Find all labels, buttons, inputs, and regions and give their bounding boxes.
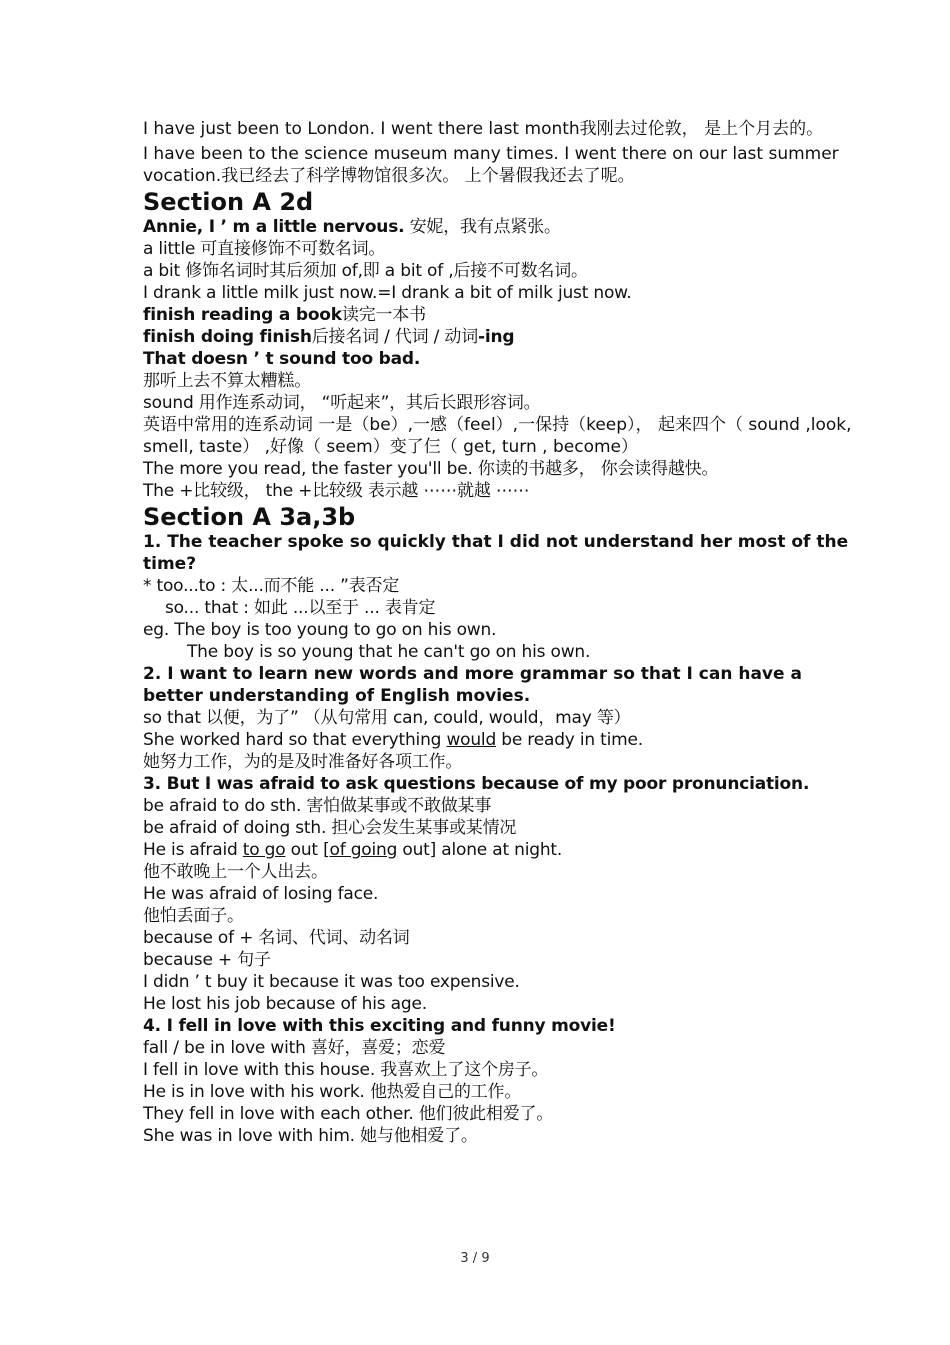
note-a-bit: a bit 修饰名词时其后须加 of,即 a bit of ,后接不可数名词。 <box>143 261 588 281</box>
intro-paragraph-1: I have just been to London. I went there last month我刚去过伦敦， 是上个月去的。 <box>143 119 824 139</box>
finish-doing-ing: -ing <box>478 327 515 347</box>
note-because-of: because of + 名词、代词、动名词 <box>143 928 410 948</box>
example-too-young: eg. The boy is too young to go on his own. <box>143 620 497 640</box>
example-expensive: I didn ’ t buy it because it was too expensive. <box>143 972 520 992</box>
note-too-to: * too...to : 太...而不能 ... ”表否定 <box>143 576 400 596</box>
note-linking-verbs: 英语中常用的连系动词 一是（be）,一感（feel）,一保持（keep）， 起来四个（ sound ,look, smell, taste） ,好像（ seem）变了仨（ get, turn , become） <box>143 415 852 457</box>
afraid-night-mid: out [ <box>285 840 330 860</box>
note-because: because + 句子 <box>143 950 271 970</box>
example-so-young: The boy is so young that he can't go on his own. <box>187 642 591 662</box>
question-1: 1. The teacher spoke so quickly that I did not understand her most of the time? <box>143 532 849 574</box>
note-afraid-of: be afraid of doing sth. 担心会发生某事或某情况 <box>143 818 517 838</box>
note-comparative: The +比较级， the +比较级 表示越 ⋯⋯就越 ⋯⋯ <box>143 481 530 501</box>
finish-reading-cn: 读完一本书 <box>341 305 426 325</box>
example-worked-hard <box>143 729 853 751</box>
example-afraid-night <box>143 839 853 861</box>
example-nervous-cn: 安妮，我有点紧张。 <box>409 217 561 237</box>
note-a-little: a little 可直接修饰不可数名词。 <box>143 239 386 259</box>
afraid-night-of-going: of going <box>329 840 398 860</box>
note-so-that: so... that : 如此 ...以至于 ... 表肯定 <box>165 598 436 618</box>
worked-hard-post: be ready in time. <box>496 730 643 750</box>
page-number: 3 / 9 <box>460 1251 490 1266</box>
section-heading-3a3b: Section A 3a,3b <box>143 503 356 531</box>
example-lost-job: He lost his job because of his age. <box>143 994 427 1014</box>
question-2: 2. I want to learn new words and more grammar so that I can have a better understanding of English movies. <box>143 664 802 706</box>
example-work: He is in love with his work. 他热爱自己的工作。 <box>143 1082 522 1102</box>
example-house: I fell in love with this house. 我喜欢上了这个房子。 <box>143 1060 549 1080</box>
afraid-night-pre: He is afraid <box>143 840 243 860</box>
worked-hard-pre: She worked hard so that everything <box>143 730 447 750</box>
example-losing-face: He was afraid of losing face. <box>143 884 379 904</box>
example-milk: I drank a little milk just now.=I drank a bit of milk just now. <box>143 283 632 303</box>
example-the-more: The more you read, the faster you'll be. 你读的书越多， 你会读得越快。 <box>143 459 719 479</box>
finish-doing-en: finish doing finish <box>143 327 312 347</box>
note-finish-doing <box>143 326 853 348</box>
example-sound-bad: That doesn ’ t sound too bad. <box>143 349 421 369</box>
worked-hard-would: would <box>446 730 497 750</box>
example-finish-reading <box>143 304 853 326</box>
example-sound-bad-cn: 那听上去不算太糟糕。 <box>143 371 311 391</box>
afraid-night-to-go: to go <box>242 840 286 860</box>
example-worked-hard-cn: 她努力工作，为的是及时准备好各项工作。 <box>143 752 463 772</box>
example-afraid-night-cn: 他不敢晚上一个人出去。 <box>143 862 328 882</box>
example-nervous <box>143 216 853 238</box>
document-page <box>143 118 853 1147</box>
note-so-that-purpose: so that 以便，为了” （从句常用 can, could, would，may 等） <box>143 708 631 728</box>
question-3: 3. But I was afraid to ask questions because of my poor pronunciation. <box>143 774 810 794</box>
finish-doing-cn: 后接名词 / 代词 / 动词 <box>311 327 479 347</box>
afraid-night-post: out] alone at night. <box>397 840 563 860</box>
example-losing-face-cn: 他怕丢面子。 <box>143 906 244 926</box>
example-nervous-en: Annie, I ’ m a little nervous. <box>143 217 405 237</box>
section-heading-2d: Section A 2d <box>143 188 314 216</box>
question-4: 4. I fell in love with this exciting and funny movie! <box>143 1016 616 1036</box>
note-afraid-to: be afraid to do sth. 害怕做某事或不敢做某事 <box>143 796 492 816</box>
intro-paragraph-2: I have been to the science museum many times. I went there on our last summer vocation.我已经去了科学博物馆很多次。 上个暑假我还去了呢。 <box>143 144 839 186</box>
example-him: She was in love with him. 她与他相爱了。 <box>143 1126 478 1146</box>
note-sound: sound 用作连系动词， “听起来”，其后长跟形容词。 <box>143 393 541 413</box>
example-each-other: They fell in love with each other. 他们彼此相爱了。 <box>143 1104 554 1124</box>
finish-reading-en: finish reading a book <box>143 305 342 325</box>
note-fall-in-love: fall / be in love with 喜好，喜爱；恋爱 <box>143 1038 446 1058</box>
